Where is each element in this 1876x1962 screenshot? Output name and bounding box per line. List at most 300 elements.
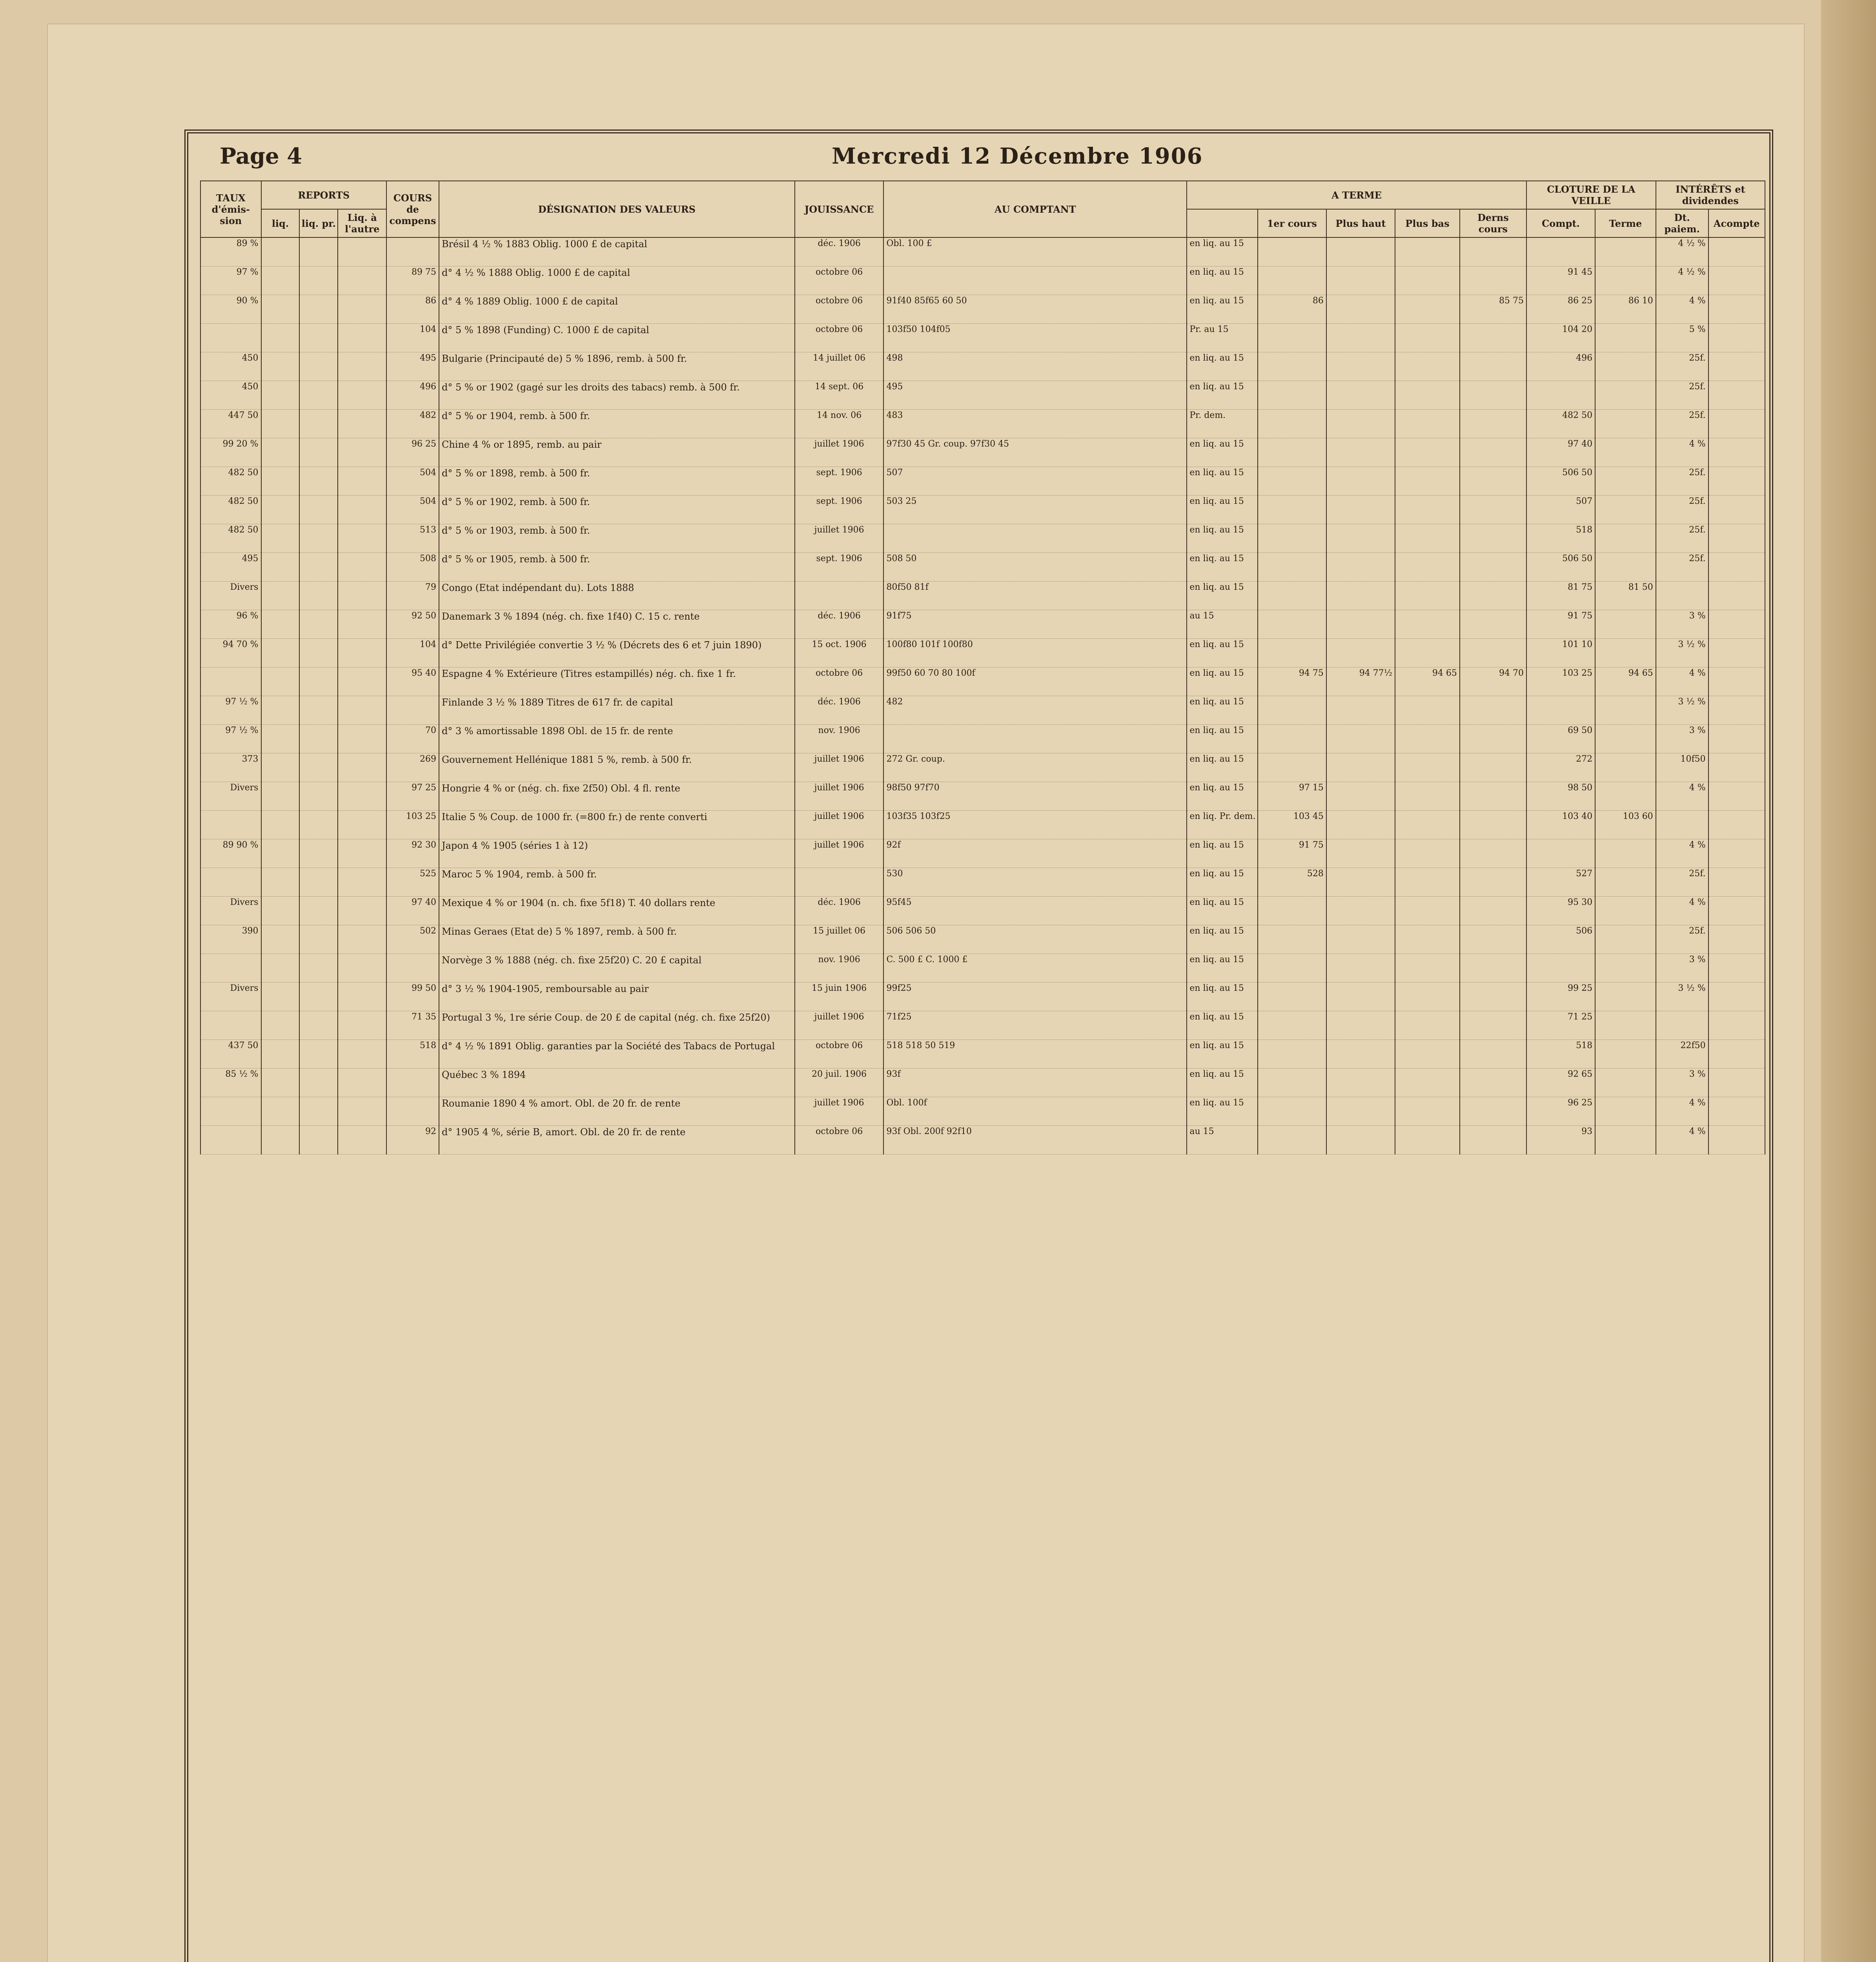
- cell-taux: 97 ½ %: [200, 725, 261, 753]
- cell-empty: [1708, 496, 1765, 524]
- cell-premier: 97 15: [1258, 782, 1326, 811]
- cell-jouissance: octobre 06: [795, 1040, 884, 1069]
- cell-bas: [1395, 438, 1460, 467]
- cell-empty: [1708, 582, 1765, 610]
- table-row: [200, 753, 1765, 782]
- cell-empty: [338, 1040, 386, 1069]
- col-cloture: CLOTURE DE LA VEILLE: [1526, 181, 1656, 209]
- cell-premier: [1258, 1097, 1326, 1126]
- cell-interet: 10f50: [1656, 753, 1708, 782]
- cell-interet: 25f.: [1656, 410, 1708, 438]
- cell-clot-terme: [1595, 954, 1656, 983]
- cell-terme: en liq. au 15: [1187, 553, 1257, 582]
- cell-taux: 94 70 %: [200, 639, 261, 667]
- cell-taux: 390: [200, 925, 261, 954]
- cell-haut: [1326, 1097, 1395, 1126]
- cell-empty: [299, 467, 338, 496]
- cell-empty: [299, 1126, 338, 1154]
- cell-cours: 92: [386, 1126, 439, 1154]
- cell-clot-terme: [1595, 381, 1656, 410]
- cell-empty: [261, 352, 300, 381]
- cell-clot-compt: 97 40: [1526, 438, 1595, 467]
- cell-cours: 504: [386, 467, 439, 496]
- cell-empty: [1708, 295, 1765, 324]
- col-cloture-compt: Compt.: [1526, 209, 1595, 237]
- cell-terme: en liq. au 15: [1187, 983, 1257, 1011]
- cell-empty: [338, 438, 386, 467]
- cell-comptant: 507: [883, 467, 1187, 496]
- cell-cours: 508: [386, 553, 439, 582]
- cell-haut: [1326, 496, 1395, 524]
- cell-haut: [1326, 1069, 1395, 1097]
- cell-haut: [1326, 954, 1395, 983]
- cell-empty: [261, 438, 300, 467]
- cell-empty: [261, 1040, 300, 1069]
- cell-jouissance: octobre 06: [795, 1126, 884, 1154]
- cell-taux: 85 ½ %: [200, 1069, 261, 1097]
- table-row: [200, 868, 1765, 897]
- cell-premier: [1258, 639, 1326, 667]
- cell-empty: [338, 897, 386, 925]
- cell-jouissance: juillet 1906: [795, 839, 884, 868]
- cell-jouissance: juillet 1906: [795, 1097, 884, 1126]
- cell-bas: [1395, 266, 1460, 295]
- cell-haut: [1326, 352, 1395, 381]
- cell-clot-compt: 81 75: [1526, 582, 1595, 610]
- cell-cours: 504: [386, 496, 439, 524]
- cell-haut: [1326, 553, 1395, 582]
- cell-jouissance: 15 oct. 1906: [795, 639, 884, 667]
- cell-clot-terme: [1595, 925, 1656, 954]
- cell-dernier: [1460, 925, 1526, 954]
- cell-empty: [338, 954, 386, 983]
- cell-interet: 4 %: [1656, 1126, 1708, 1154]
- cell-clot-compt: 91 45: [1526, 266, 1595, 295]
- cell-comptant: 518 518 50 519: [883, 1040, 1187, 1069]
- cell-terme: en liq. au 15: [1187, 725, 1257, 753]
- cell-bas: [1395, 811, 1460, 839]
- cell-empty: [1708, 1097, 1765, 1126]
- cell-cours: 92 30: [386, 839, 439, 868]
- cell-clot-terme: 81 50: [1595, 582, 1656, 610]
- cell-clot-compt: 71 25: [1526, 1011, 1595, 1040]
- cell-haut: [1326, 696, 1395, 725]
- cell-empty: [261, 782, 300, 811]
- cell-empty: [338, 410, 386, 438]
- cell-terme: en liq. au 15: [1187, 782, 1257, 811]
- cell-designation: Norvège 3 % 1888 (nég. ch. fixe 25f20) C. 20 £ capital: [439, 954, 795, 983]
- cell-terme: en liq. au 15: [1187, 381, 1257, 410]
- cell-empty: [299, 725, 338, 753]
- cell-interet: 3 ½ %: [1656, 983, 1708, 1011]
- cell-taux: Divers: [200, 782, 261, 811]
- cell-empty: [261, 839, 300, 868]
- col-reports-liqpr: liq. pr.: [299, 209, 338, 237]
- cell-terme: en liq. au 15: [1187, 696, 1257, 725]
- cell-empty: [338, 983, 386, 1011]
- table-row: [200, 983, 1765, 1011]
- cell-dernier: [1460, 725, 1526, 753]
- table-row: [200, 467, 1765, 496]
- cell-comptant: 91f40 85f65 60 50: [883, 295, 1187, 324]
- quotes-body: [200, 237, 1765, 1154]
- table-row: [200, 897, 1765, 925]
- cell-empty: [299, 295, 338, 324]
- col-taux: TAUX d'émis-sion: [200, 181, 261, 237]
- cell-premier: 94 75: [1258, 667, 1326, 696]
- cell-premier: [1258, 725, 1326, 753]
- cell-bas: [1395, 868, 1460, 897]
- cell-interet: 25f.: [1656, 925, 1708, 954]
- cell-comptant: C. 500 £ C. 1000 £: [883, 954, 1187, 983]
- cell-cours: 496: [386, 381, 439, 410]
- cell-terme: en liq. au 15: [1187, 1097, 1257, 1126]
- cell-taux: 450: [200, 352, 261, 381]
- cell-cours: 525: [386, 868, 439, 897]
- cell-empty: [1708, 925, 1765, 954]
- cell-dernier: [1460, 868, 1526, 897]
- cell-interet: 25f.: [1656, 524, 1708, 553]
- cell-premier: [1258, 983, 1326, 1011]
- cell-cours: [386, 954, 439, 983]
- cell-interet: 4 %: [1656, 839, 1708, 868]
- cell-taux: 482 50: [200, 524, 261, 553]
- cell-cours: 518: [386, 1040, 439, 1069]
- cell-taux: 97 ½ %: [200, 696, 261, 725]
- cell-cours: 79: [386, 582, 439, 610]
- cell-comptant: 503 25: [883, 496, 1187, 524]
- cell-terme: en liq. au 15: [1187, 582, 1257, 610]
- cell-premier: [1258, 553, 1326, 582]
- cell-empty: [1708, 266, 1765, 295]
- cell-empty: [338, 381, 386, 410]
- cell-jouissance: octobre 06: [795, 266, 884, 295]
- cell-empty: [299, 1040, 338, 1069]
- col-terme-blank: [1187, 209, 1257, 237]
- cell-premier: [1258, 410, 1326, 438]
- cell-designation: Hongrie 4 % or (nég. ch. fixe 2f50) Obl. 4 fl. rente: [439, 782, 795, 811]
- cell-clot-terme: [1595, 610, 1656, 639]
- cell-comptant: 508 50: [883, 553, 1187, 582]
- cell-empty: [1708, 696, 1765, 725]
- cell-cours: 269: [386, 753, 439, 782]
- cell-interet: [1656, 1011, 1708, 1040]
- cell-haut: [1326, 983, 1395, 1011]
- cell-empty: [338, 696, 386, 725]
- cell-cours: 97 40: [386, 897, 439, 925]
- cell-jouissance: déc. 1906: [795, 696, 884, 725]
- cell-designation: d° 3 ½ % 1904-1905, remboursable au pair: [439, 983, 795, 1011]
- cell-cours: [386, 237, 439, 266]
- col-designation: DÉSIGNATION DES VALEURS: [439, 181, 795, 237]
- cell-dernier: [1460, 266, 1526, 295]
- table-row: [200, 295, 1765, 324]
- cell-empty: [299, 524, 338, 553]
- cell-haut: [1326, 410, 1395, 438]
- cell-clot-terme: 103 60: [1595, 811, 1656, 839]
- cell-empty: [338, 725, 386, 753]
- cell-jouissance: 14 juillet 06: [795, 352, 884, 381]
- table-row: [200, 667, 1765, 696]
- cell-clot-compt: 506: [1526, 925, 1595, 954]
- cell-premier: [1258, 496, 1326, 524]
- cell-empty: [338, 553, 386, 582]
- cell-interet: 4 %: [1656, 1097, 1708, 1126]
- cell-dernier: [1460, 610, 1526, 639]
- cell-empty: [299, 897, 338, 925]
- cell-haut: [1326, 839, 1395, 868]
- cell-terme: au 15: [1187, 610, 1257, 639]
- cell-taux: 482 50: [200, 496, 261, 524]
- cell-empty: [299, 582, 338, 610]
- cell-empty: [261, 295, 300, 324]
- cell-cours: 104: [386, 639, 439, 667]
- cell-dernier: [1460, 496, 1526, 524]
- table-row: [200, 352, 1765, 381]
- cell-designation: d° 5 % or 1898, remb. à 500 fr.: [439, 467, 795, 496]
- cell-clot-terme: [1595, 983, 1656, 1011]
- cell-designation: Italie 5 % Coup. de 1000 fr. (=800 fr.) de rente converti: [439, 811, 795, 839]
- cell-clot-compt: 527: [1526, 868, 1595, 897]
- cell-jouissance: déc. 1906: [795, 610, 884, 639]
- cell-terme: en liq. au 15: [1187, 897, 1257, 925]
- cell-interet: 4 %: [1656, 897, 1708, 925]
- cell-bas: [1395, 1126, 1460, 1154]
- cell-designation: d° 5 % or 1902, remb. à 500 fr.: [439, 496, 795, 524]
- cell-designation: Maroc 5 % 1904, remb. à 500 fr.: [439, 868, 795, 897]
- cell-haut: [1326, 868, 1395, 897]
- table-row: [200, 1040, 1765, 1069]
- cell-interet: 4 ½ %: [1656, 237, 1708, 266]
- cell-comptant: 498: [883, 352, 1187, 381]
- cell-haut: [1326, 610, 1395, 639]
- cell-empty: [261, 811, 300, 839]
- cell-dernier: [1460, 438, 1526, 467]
- cell-designation: d° 1905 4 %, série B, amort. Obl. de 20 fr. de rente: [439, 1126, 795, 1154]
- cell-empty: [1708, 753, 1765, 782]
- cell-interet: 4 %: [1656, 295, 1708, 324]
- cell-cours: [386, 1069, 439, 1097]
- cell-empty: [299, 1097, 338, 1126]
- cell-terme: en liq. au 15: [1187, 667, 1257, 696]
- cell-empty: [299, 553, 338, 582]
- cell-bas: [1395, 1097, 1460, 1126]
- cell-cours: 103 25: [386, 811, 439, 839]
- cell-empty: [1708, 1126, 1765, 1154]
- col-dernier-cours: Derns cours: [1460, 209, 1526, 237]
- cell-taux: [200, 868, 261, 897]
- cell-comptant: 506 506 50: [883, 925, 1187, 954]
- cell-interet: 22f50: [1656, 1040, 1708, 1069]
- cell-premier: [1258, 582, 1326, 610]
- cell-empty: [338, 1011, 386, 1040]
- cell-empty: [299, 324, 338, 352]
- cell-interet: [1656, 582, 1708, 610]
- cell-designation: Japon 4 % 1905 (séries 1 à 12): [439, 839, 795, 868]
- cell-empty: [261, 553, 300, 582]
- cell-comptant: 100f80 101f 100f80: [883, 639, 1187, 667]
- cell-empty: [261, 1097, 300, 1126]
- cell-empty: [299, 667, 338, 696]
- cell-jouissance: juillet 1906: [795, 753, 884, 782]
- cell-empty: [261, 524, 300, 553]
- cell-clot-compt: [1526, 237, 1595, 266]
- cell-dernier: [1460, 897, 1526, 925]
- cell-clot-compt: 69 50: [1526, 725, 1595, 753]
- cell-comptant: 483: [883, 410, 1187, 438]
- cell-designation: d° 4 % 1889 Oblig. 1000 £ de capital: [439, 295, 795, 324]
- cell-comptant: 482: [883, 696, 1187, 725]
- cell-designation: Roumanie 1890 4 % amort. Obl. de 20 fr. de rente: [439, 1097, 795, 1126]
- cell-premier: [1258, 266, 1326, 295]
- cell-designation: d° 5 % or 1905, remb. à 500 fr.: [439, 553, 795, 582]
- cell-jouissance: nov. 1906: [795, 725, 884, 753]
- cell-jouissance: 20 juil. 1906: [795, 1069, 884, 1097]
- cell-empty: [338, 352, 386, 381]
- cell-cours: 513: [386, 524, 439, 553]
- cell-premier: [1258, 352, 1326, 381]
- cell-empty: [261, 1069, 300, 1097]
- cell-clot-terme: [1595, 467, 1656, 496]
- cell-comptant: 91f75: [883, 610, 1187, 639]
- table-row: [200, 610, 1765, 639]
- cell-designation: Finlande 3 ½ % 1889 Titres de 617 fr. de capital: [439, 696, 795, 725]
- cell-empty: [1708, 467, 1765, 496]
- cell-empty: [299, 352, 338, 381]
- page-edge: [1821, 0, 1876, 1962]
- cell-empty: [338, 639, 386, 667]
- cell-bas: [1395, 897, 1460, 925]
- cell-jouissance: [795, 868, 884, 897]
- cell-premier: 528: [1258, 868, 1326, 897]
- cell-empty: [299, 1069, 338, 1097]
- cell-cours: 89 75: [386, 266, 439, 295]
- cell-cours: 104: [386, 324, 439, 352]
- cell-bas: [1395, 925, 1460, 954]
- cell-bas: [1395, 553, 1460, 582]
- cell-terme: en liq. au 15: [1187, 496, 1257, 524]
- cell-empty: [1708, 524, 1765, 553]
- issue-date: Mercredi 12 Décembre 1906: [832, 143, 1203, 169]
- cell-clot-terme: 86 10: [1595, 295, 1656, 324]
- cell-taux: 373: [200, 753, 261, 782]
- cell-empty: [261, 897, 300, 925]
- cell-designation: d° 3 % amortissable 1898 Obl. de 15 fr. de rente: [439, 725, 795, 753]
- cell-haut: [1326, 1126, 1395, 1154]
- cell-empty: [299, 610, 338, 639]
- cell-empty: [1708, 868, 1765, 897]
- cell-terme: en liq. au 15: [1187, 237, 1257, 266]
- cell-dernier: [1460, 410, 1526, 438]
- cell-clot-compt: 92 65: [1526, 1069, 1595, 1097]
- cell-dernier: [1460, 553, 1526, 582]
- cell-dernier: [1460, 1126, 1526, 1154]
- cell-bas: [1395, 1040, 1460, 1069]
- cell-interet: 3 %: [1656, 1069, 1708, 1097]
- col-cloture-terme: Terme: [1595, 209, 1656, 237]
- cell-premier: [1258, 1040, 1326, 1069]
- cell-empty: [1708, 410, 1765, 438]
- cell-clot-compt: 91 75: [1526, 610, 1595, 639]
- cell-comptant: [883, 725, 1187, 753]
- cell-empty: [261, 1011, 300, 1040]
- cell-haut: [1326, 237, 1395, 266]
- table-row: [200, 438, 1765, 467]
- cell-terme: en liq. au 15: [1187, 524, 1257, 553]
- cell-comptant: 97f30 45 Gr. coup. 97f30 45: [883, 438, 1187, 467]
- cell-empty: [1708, 983, 1765, 1011]
- cell-comptant: [883, 524, 1187, 553]
- table-row: [200, 410, 1765, 438]
- cell-terme: en liq. au 15: [1187, 954, 1257, 983]
- cell-clot-terme: [1595, 1040, 1656, 1069]
- cell-empty: [338, 925, 386, 954]
- cell-terme: en liq. au 15: [1187, 352, 1257, 381]
- cell-designation: Minas Geraes (Etat de) 5 % 1897, remb. à 500 fr.: [439, 925, 795, 954]
- cell-cours: 99 50: [386, 983, 439, 1011]
- cell-designation: d° 5 % or 1904, remb. à 500 fr.: [439, 410, 795, 438]
- cell-empty: [338, 610, 386, 639]
- cell-haut: [1326, 381, 1395, 410]
- cell-jouissance: [795, 582, 884, 610]
- cell-taux: 97 %: [200, 266, 261, 295]
- cell-designation: Portugal 3 %, 1re série Coup. de 20 £ de capital (nég. ch. fixe 25f20): [439, 1011, 795, 1040]
- cell-comptant: 272 Gr. coup.: [883, 753, 1187, 782]
- cell-comptant: 99f25: [883, 983, 1187, 1011]
- cell-premier: [1258, 1011, 1326, 1040]
- cell-interet: 25f.: [1656, 496, 1708, 524]
- table-row: [200, 496, 1765, 524]
- cell-taux: 482 50: [200, 467, 261, 496]
- cell-cours: 71 35: [386, 1011, 439, 1040]
- cell-empty: [261, 610, 300, 639]
- cell-clot-terme: [1595, 1011, 1656, 1040]
- cell-clot-terme: [1595, 352, 1656, 381]
- cell-empty: [1708, 438, 1765, 467]
- cell-taux: 99 20 %: [200, 438, 261, 467]
- table-row: [200, 1097, 1765, 1126]
- cell-jouissance: déc. 1906: [795, 897, 884, 925]
- cell-jouissance: juillet 1906: [795, 438, 884, 467]
- cell-interet: 3 %: [1656, 610, 1708, 639]
- cell-taux: 89 %: [200, 237, 261, 266]
- cell-empty: [338, 496, 386, 524]
- cell-dernier: [1460, 954, 1526, 983]
- cell-empty: [299, 639, 338, 667]
- cell-bas: [1395, 782, 1460, 811]
- cell-jouissance: déc. 1906: [795, 237, 884, 266]
- cell-taux: 437 50: [200, 1040, 261, 1069]
- cell-clot-terme: [1595, 639, 1656, 667]
- cell-jouissance: 14 nov. 06: [795, 410, 884, 438]
- cell-designation: Mexique 4 % or 1904 (n. ch. fixe 5f18) T. 40 dollars rente: [439, 897, 795, 925]
- cell-haut: [1326, 1011, 1395, 1040]
- cell-clot-terme: [1595, 237, 1656, 266]
- cell-bas: [1395, 467, 1460, 496]
- cell-clot-terme: [1595, 410, 1656, 438]
- cell-empty: [261, 954, 300, 983]
- cell-dernier: [1460, 467, 1526, 496]
- cell-dernier: [1460, 811, 1526, 839]
- cell-empty: [1708, 782, 1765, 811]
- table-row: [200, 639, 1765, 667]
- cell-empty: [299, 868, 338, 897]
- cell-empty: [261, 237, 300, 266]
- cell-empty: [1708, 639, 1765, 667]
- cell-empty: [299, 410, 338, 438]
- cell-empty: [261, 582, 300, 610]
- cell-designation: Bulgarie (Principauté de) 5 % 1896, remb. à 500 fr.: [439, 352, 795, 381]
